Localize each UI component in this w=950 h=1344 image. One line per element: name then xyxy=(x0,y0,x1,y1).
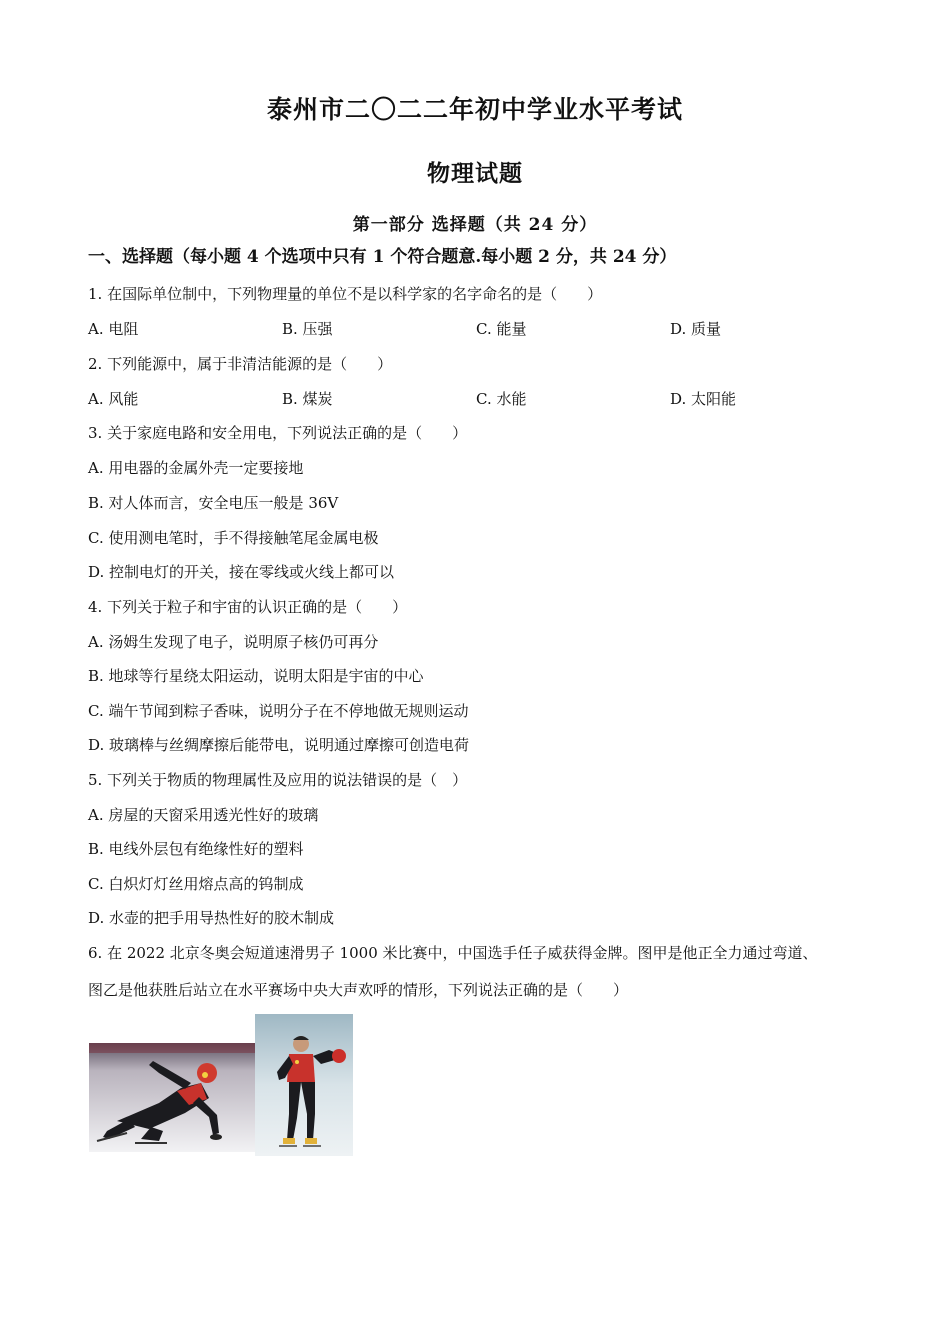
question-1-option-c: C. 能量 xyxy=(476,320,527,338)
question-5-stem: 5. 下列关于物质的物理属性及应用的说法错误的是（ ） xyxy=(88,771,468,789)
question-5-option-b: B. 电线外层包有绝缘性好的塑料 xyxy=(88,840,304,858)
question-6-stem-line-1: 6. 在 2022 北京冬奥会短道速滑男子 1000 米比赛中，中国选手任子威获得金牌。图甲是他正全力通过弯道、 xyxy=(88,944,818,962)
question-1-option-d: D. 质量 xyxy=(670,320,722,338)
question-3-option-d: D. 控制电灯的开关，接在零线或火线上都可以 xyxy=(88,563,395,581)
question-4-option-b: B. 地球等行星绕太阳运动，说明太阳是宇宙的中心 xyxy=(88,667,424,685)
figure-skater-turning xyxy=(89,1043,255,1152)
question-1-option-b: B. 压强 xyxy=(282,320,333,338)
question-2-option-c: C. 水能 xyxy=(476,390,527,408)
exam-title: 泰州市二〇二二年初中学业水平考试 xyxy=(266,95,683,124)
question-1-option-a: A. 电阻 xyxy=(88,320,139,338)
part-title: 第一部分 选择题（共 24 分） xyxy=(352,215,598,235)
subject-title: 物理试题 xyxy=(427,160,523,187)
question-2-option-d: D. 太阳能 xyxy=(670,390,737,408)
question-2-stem: 2. 下列能源中，属于非清洁能源的是（ ） xyxy=(88,355,393,373)
figure-skater-cheering xyxy=(255,1014,353,1156)
question-5-option-a: A. 房屋的天窗采用透光性好的玻璃 xyxy=(88,806,319,824)
question-3-stem: 3. 关于家庭电路和安全用电，下列说法正确的是（ ） xyxy=(88,424,468,442)
section-title: 一、选择题（每小题 4 个选项中只有 1 个符合题意.每小题 2 分，共 24 分） xyxy=(88,247,677,267)
question-2-option-a: A. 风能 xyxy=(88,390,139,408)
question-3-option-c: C. 使用测电笔时，手不得接触笔尾金属电极 xyxy=(88,529,379,547)
question-1-stem: 1. 在国际单位制中，下列物理量的单位不是以科学家的名字命名的是（ ） xyxy=(88,285,603,303)
question-4-option-a: A. 汤姆生发现了电子，说明原子核仍可再分 xyxy=(88,633,379,651)
question-3-option-b: B. 对人体而言，安全电压一般是 36V xyxy=(88,494,339,512)
question-5-option-d: D. 水壶的把手用导热性好的胶木制成 xyxy=(88,909,335,927)
question-4-option-c: C. 端午节闻到粽子香味，说明分子在不停地做无规则运动 xyxy=(88,702,469,720)
question-4-option-d: D. 玻璃棒与丝绸摩擦后能带电，说明通过摩擦可创造电荷 xyxy=(88,736,470,754)
question-6-stem-line-2: 图乙是他获胜后站立在水平赛场中央大声欢呼的情形，下列说法正确的是（ ） xyxy=(88,981,629,999)
question-4-stem: 4. 下列关于粒子和宇宙的认识正确的是（ ） xyxy=(88,598,408,616)
question-5-option-c: C. 白炽灯灯丝用熔点高的钨制成 xyxy=(88,875,304,893)
question-2-option-b: B. 煤炭 xyxy=(282,390,333,408)
question-3-option-a: A. 用电器的金属外壳一定要接地 xyxy=(88,459,304,477)
